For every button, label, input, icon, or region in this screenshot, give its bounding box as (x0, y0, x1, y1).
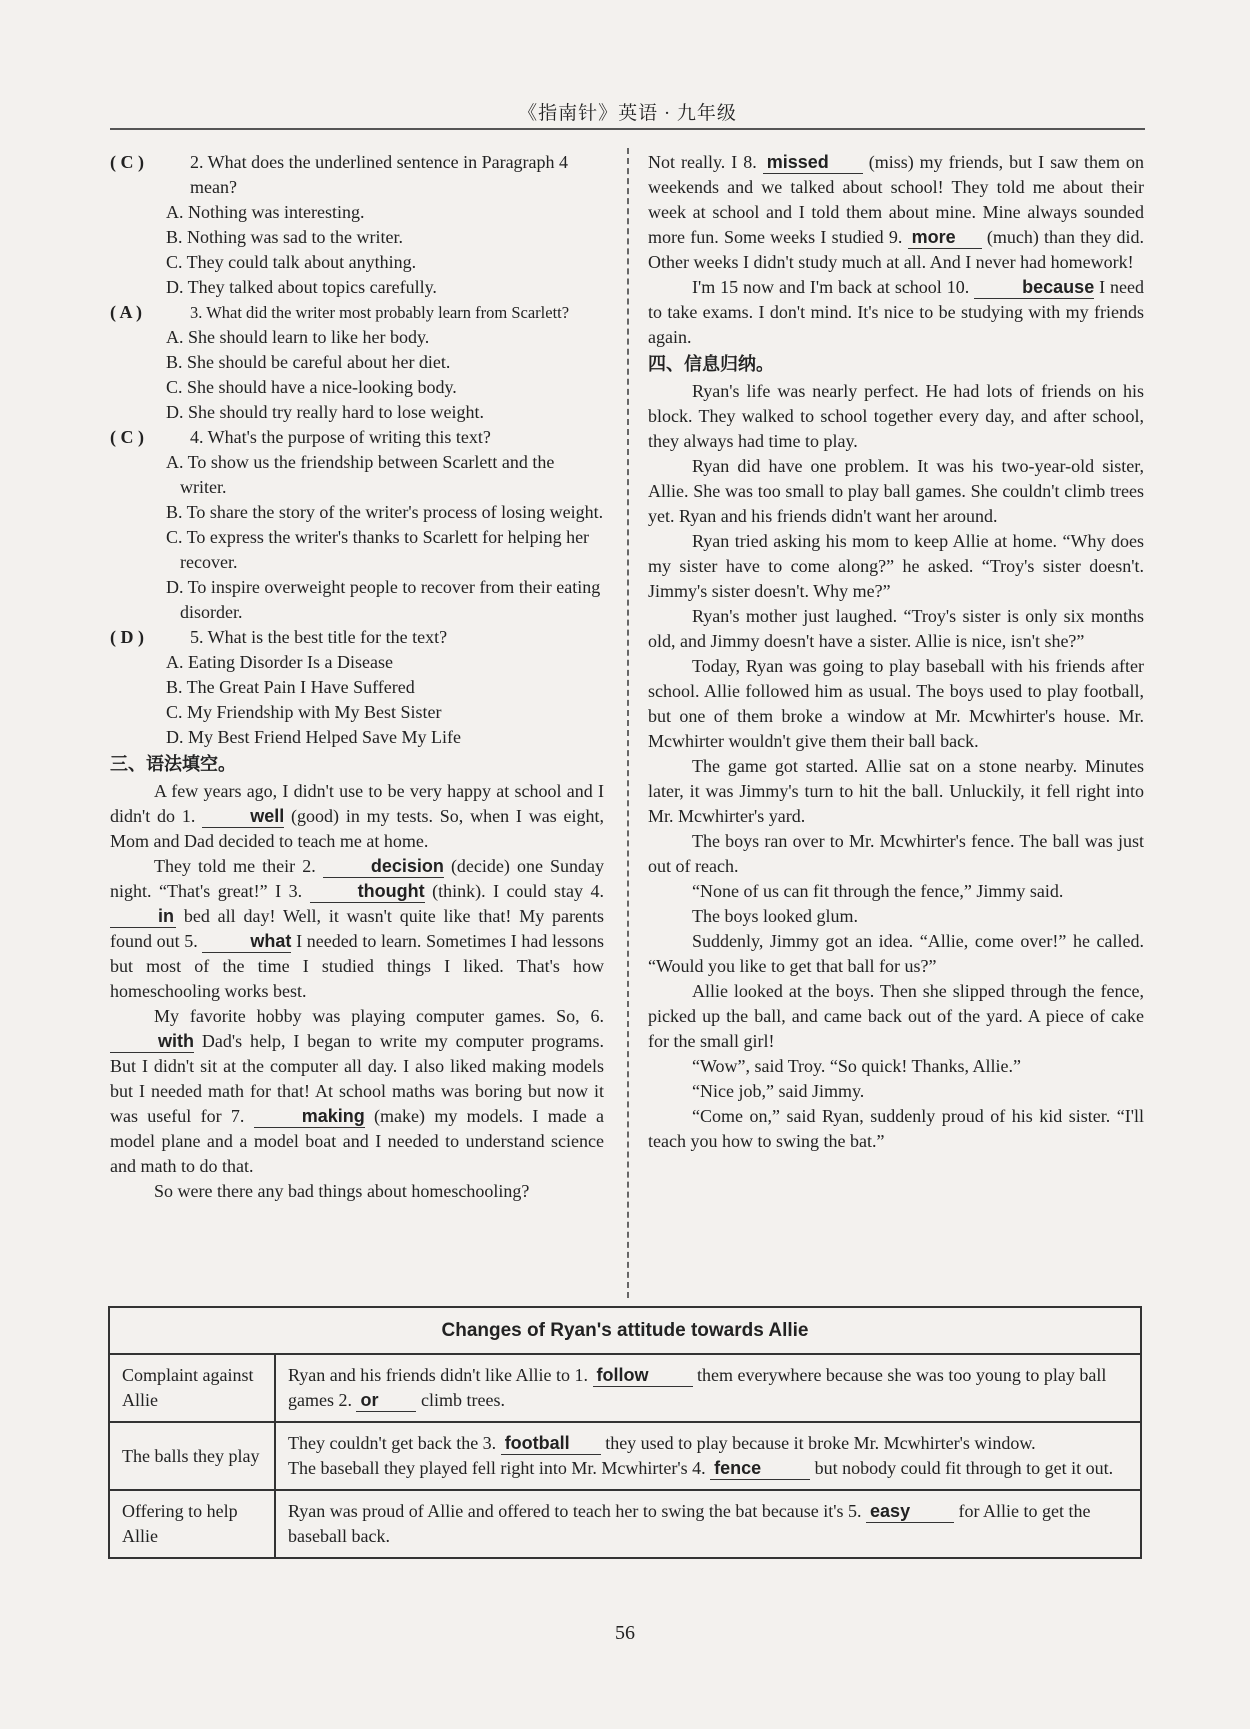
summary-table (108, 1306, 1142, 1559)
q5-option-b: B. The Great Pain I Have Suffered (166, 677, 415, 697)
section-4-heading: 四、信息归纳。 (648, 354, 774, 375)
question-3 (110, 300, 604, 325)
table-row (109, 1490, 1141, 1558)
question-4-stem: 4. What's the purpose of writing this text? (190, 427, 491, 447)
row-content: They couldn't get back the 3. football they used to play because it broke Mr. Mcwhirter's window. The baseball they played fell right into Mr. Mcwhirter's 4. fence but nobody could fit through to get it out. (275, 1422, 1141, 1490)
q4-option-c: C. To express the writer's thanks to Scarlett for helping her recover. (166, 527, 590, 572)
table-blank-2: or (356, 1390, 416, 1412)
story-paragraph: Today, Ryan was going to play baseball with his friends after school. Allie followed him as usual. The boys used to play football, but one of them broke a window at Mr. Mcwhirter's house. Mr. Mcwhirter wouldn't give them their ball back. (648, 656, 1144, 751)
story-paragraph: “Wow”, said Troy. “So quick! Thanks, Allie.” (692, 1056, 1022, 1076)
table-blank-1: follow (593, 1365, 693, 1387)
question-2-stem: 2. What does the underlined sentence in Paragraph 4 mean? (190, 152, 569, 197)
question-2 (110, 150, 604, 200)
table-title: Changes of Ryan's attitude towards Allie (109, 1307, 1141, 1354)
row-label: Offering to help Allie (109, 1490, 275, 1558)
blank-10: because (974, 277, 1094, 299)
table-blank-3: football (501, 1433, 601, 1455)
header-rule (110, 128, 1145, 130)
table-row (109, 1354, 1141, 1422)
q2-option-c: C. They could talk about anything. (166, 252, 417, 272)
blank-8: missed (763, 152, 863, 174)
q5-option-d: D. My Best Friend Helped Save My Life (166, 727, 461, 747)
answer-3: ( A ) (110, 302, 143, 322)
question-4 (110, 425, 604, 450)
q4-option-b: B. To share the story of the writer's process of losing weight. (166, 502, 604, 522)
story-paragraph: “Come on,” said Ryan, suddenly proud of his kid sister. “I'll teach you how to swing the bat.” (648, 1106, 1144, 1151)
answer-4: ( C ) (110, 427, 144, 447)
story-paragraph: Allie looked at the boys. Then she slipped through the fence, picked up the ball, and came back out of the yard. A piece of cake for the small girl! (648, 981, 1144, 1051)
q5-option-a: A. Eating Disorder Is a Disease (166, 652, 393, 672)
table-blank-5: easy (866, 1501, 954, 1523)
grammar-paragraph-4: So were there any bad things about homeschooling? (154, 1181, 530, 1201)
grammar-paragraph-3: My favorite hobby was playing computer games. So, 6. with Dad's help, I began to write my computer programs. But I didn't sit at the computer all day. I also liked making models but I needed math for that! At school maths was boring but now it was useful for 7. making (make) my models. I made a model plane and a model boat and I needed to understand science and math to do that. (110, 1006, 604, 1176)
q4-option-d: D. To inspire overweight people to recover from their eating disorder. (166, 577, 601, 622)
grammar-paragraph-5: Not really. I 8. missed (miss) my friends, but I saw them on weekends and we talked about school! They told me about their week at school and I told them about mine. Mine always sounded more fun. Some weeks I studied 9. more (much) than they did. Other weeks I didn't study much at all. And I never had homework! (648, 152, 1145, 272)
blank-3: thought (310, 881, 425, 903)
table-blank-4: fence (710, 1458, 810, 1480)
blank-7: making (254, 1106, 365, 1128)
grammar-paragraph-1: A few years ago, I didn't use to be very happy at school and I didn't do 1. well (good) in my tests. So, when I was eight, Mom and Dad decided to teach me at home. (110, 781, 605, 851)
row-label: The balls they play (109, 1422, 275, 1490)
table-row (109, 1422, 1141, 1490)
q2-option-a: A. Nothing was interesting. (166, 202, 365, 222)
q2-option-b: B. Nothing was sad to the writer. (166, 227, 403, 247)
story-paragraph: Suddenly, Jimmy got an idea. “Allie, come over!” he called. “Would you like to get that ball for us?” (648, 931, 1144, 976)
story-paragraph: Ryan's life was nearly perfect. He had lots of friends on his block. They walked to school together every day, and after school, they always had time to play. (648, 381, 1144, 451)
story-paragraph: Ryan did have one problem. It was his two-year-old sister, Allie. She was too small to play ball games. She couldn't climb trees yet. Ryan and his friends didn't want her around. (648, 456, 1144, 526)
grammar-paragraph-2: They told me their 2. decision (decide) one Sunday night. “That's great!” I 3. thought (think). I could stay 4. in bed all day! Well, it wasn't quite like that! My parents found out 5. what I needed to learn. Sometimes I had lessons but most of the time I studied things I liked. That's how homeschooling works best. (110, 856, 605, 1001)
page-header: 《指南针》英语 · 九年级 (518, 103, 737, 124)
right-column (648, 150, 1144, 1154)
blank-5: what (202, 931, 291, 953)
blank-1: well (202, 806, 284, 828)
question-5 (110, 625, 604, 650)
blank-6: with (110, 1031, 194, 1053)
story-paragraph: Ryan's mother just laughed. “Troy's sister is only six months old, and Jimmy doesn't have a sister. Allie is nice, isn't she?” (648, 606, 1144, 651)
left-column (110, 150, 604, 1204)
q3-option-a: A. She should learn to like her body. (166, 327, 430, 347)
row-content: Ryan and his friends didn't like Allie to 1. follow them everywhere because she was too young to play ball games 2. or climb trees. (275, 1354, 1141, 1422)
section-3-heading: 三、语法填空。 (110, 754, 236, 775)
q4-option-a: A. To show us the friendship between Scarlett and the writer. (166, 452, 555, 497)
story-paragraph: The boys looked glum. (692, 906, 858, 926)
question-5-stem: 5. What is the best title for the text? (190, 627, 448, 647)
blank-9: more (908, 227, 982, 249)
blank-2: decision (323, 856, 444, 878)
story-paragraph: “None of us can fit through the fence,” Jimmy said. (692, 881, 1064, 901)
story-paragraph: Ryan tried asking his mom to keep Allie at home. “Why does my sister have to come along?” he asked. “Troy's sister doesn't. Jimmy's sister doesn't. Why me?” (648, 531, 1144, 601)
story-paragraph: “Nice job,” said Jimmy. (692, 1081, 865, 1101)
story-paragraph: The game got started. Allie sat on a stone nearby. Minutes later, it was Jimmy's turn to hit the ball. Unluckily, it fell right into Mr. Mcwhirter's yard. (648, 756, 1144, 826)
row-content: Ryan was proud of Allie and offered to teach her to swing the bat because it's 5. easy for Allie to get the baseball back. (275, 1490, 1141, 1558)
q5-option-c: C. My Friendship with My Best Sister (166, 702, 442, 722)
page-number: 56 (615, 1622, 635, 1644)
q3-option-d: D. She should try really hard to lose weight. (166, 402, 484, 422)
q2-option-d: D. They talked about topics carefully. (166, 277, 437, 297)
row-label: Complaint against Allie (109, 1354, 275, 1422)
answer-2: ( C ) (110, 152, 144, 172)
grammar-paragraph-6: I'm 15 now and I'm back at school 10. because I need to take exams. I don't mind. It's nice to be studying with my friends again. (648, 277, 1145, 347)
question-3-stem: 3. What did the writer most probably learn from Scarlett? (190, 303, 570, 322)
column-divider (627, 148, 629, 1298)
blank-4: in (110, 906, 176, 928)
q3-option-c: C. She should have a nice-looking body. (166, 377, 457, 397)
q3-option-b: B. She should be careful about her diet. (166, 352, 451, 372)
story-paragraph: The boys ran over to Mr. Mcwhirter's fence. The ball was just out of reach. (648, 831, 1144, 876)
answer-5: ( D ) (110, 627, 144, 647)
